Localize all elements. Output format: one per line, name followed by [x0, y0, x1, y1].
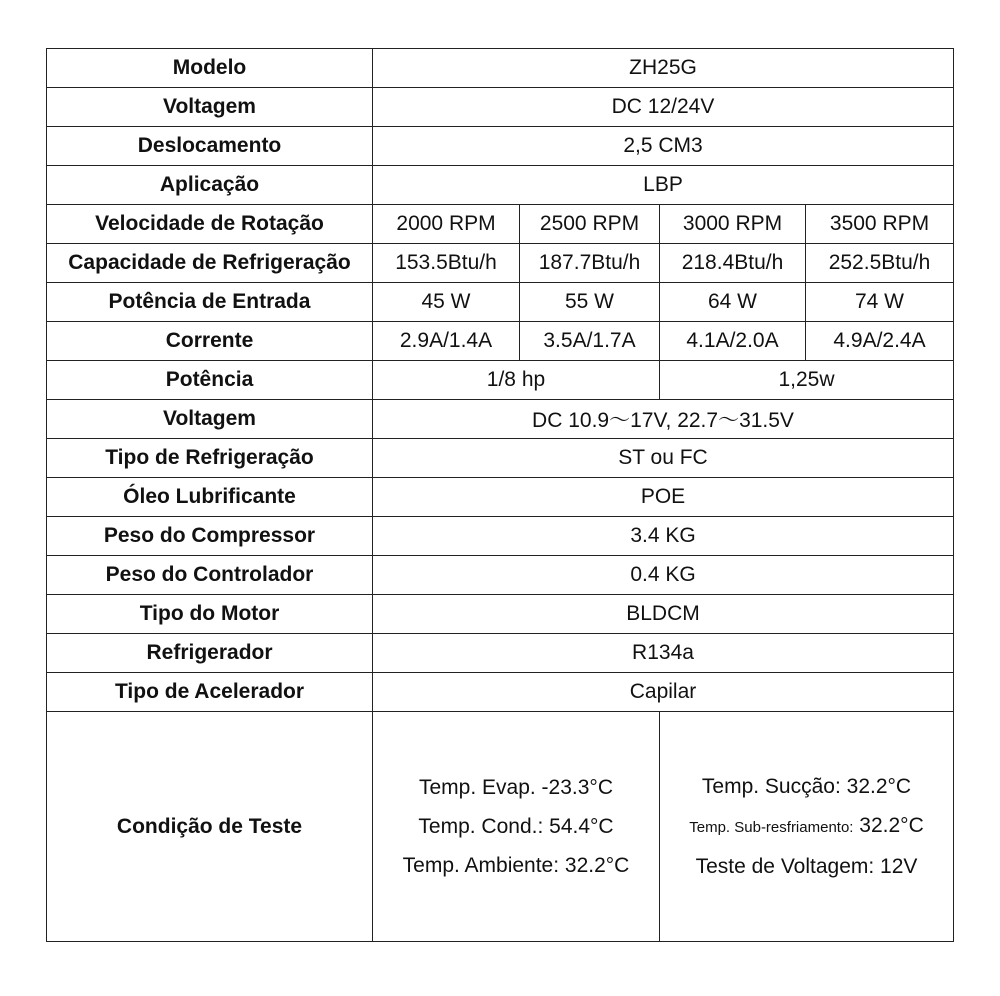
value-tipo-motor: BLDCM: [373, 595, 954, 634]
row-tipo-refrigeracao: [47, 439, 954, 478]
condicao-right-line-2-value: 32.2°C: [853, 814, 924, 837]
label-capacidade: Capacidade de Refrigeração: [47, 244, 373, 283]
condicao-right-line-2-prefix: Temp. Sub-resfriamento:: [689, 819, 854, 836]
value-potencia-entrada-4: 74 W: [806, 283, 954, 322]
value-capacidade-4: 252.5Btu/h: [806, 244, 954, 283]
value-modelo: ZH25G: [373, 49, 954, 88]
row-peso-compressor: [47, 517, 954, 556]
row-capacidade: [47, 244, 954, 283]
value-corrente-4: 4.9A/2.4A: [806, 322, 954, 361]
condicao-right-cell: [660, 712, 954, 942]
label-peso-controlador: Peso do Controlador: [47, 556, 373, 595]
value-velocidade-3: 3000 RPM: [660, 205, 806, 244]
row-peso-controlador: [47, 556, 954, 595]
value-aplicacao: LBP: [373, 166, 954, 205]
value-corrente-1: 2.9A/1.4A: [373, 322, 520, 361]
value-deslocamento: 2,5 CM3: [373, 127, 954, 166]
condicao-left-cell: [373, 712, 660, 942]
row-modelo: [47, 49, 954, 88]
label-refrigerador: Refrigerador: [47, 634, 373, 673]
value-tipo-refrigeracao: ST ou FC: [373, 439, 954, 478]
row-potencia-entrada: [47, 283, 954, 322]
value-capacidade-1: 153.5Btu/h: [373, 244, 520, 283]
value-corrente-2: 3.5A/1.7A: [520, 322, 660, 361]
condicao-right-line-2: [660, 806, 953, 847]
value-peso-compressor: 3.4 KG: [373, 517, 954, 556]
value-potencia-entrada-3: 64 W: [660, 283, 806, 322]
row-aplicacao: [47, 166, 954, 205]
label-oleo: Óleo Lubrificante: [47, 478, 373, 517]
value-corrente-3: 4.1A/2.0A: [660, 322, 806, 361]
condicao-left-line-3: Temp. Ambiente: 32.2°C: [402, 854, 630, 877]
value-potencia-entrada-2: 55 W: [520, 283, 660, 322]
condicao-left-lines: [373, 768, 659, 885]
value-potencia-1: 1/8 hp: [373, 361, 660, 400]
value-velocidade-2: 2500 RPM: [520, 205, 660, 244]
value-capacidade-3: 218.4Btu/h: [660, 244, 806, 283]
label-voltagem: Voltagem: [47, 88, 373, 127]
row-acelerador: [47, 673, 954, 712]
label-aplicacao: Aplicação: [47, 166, 373, 205]
row-tipo-motor: [47, 595, 954, 634]
condicao-right-line-1: Temp. Sucção: 32.2°C: [701, 775, 912, 798]
label-velocidade: Velocidade de Rotação: [47, 205, 373, 244]
row-refrigerador: [47, 634, 954, 673]
value-voltagem: DC 12/24V: [373, 88, 954, 127]
row-condicao-teste: [47, 712, 954, 942]
row-voltagem: [47, 88, 954, 127]
row-deslocamento: [47, 127, 954, 166]
row-corrente: [47, 322, 954, 361]
value-peso-controlador: 0.4 KG: [373, 556, 954, 595]
label-tipo-motor: Tipo do Motor: [47, 595, 373, 634]
value-voltagem-faixa: DC 10.9～17V, 22.7～31.5V: [373, 400, 954, 439]
label-corrente: Corrente: [47, 322, 373, 361]
label-potencia: Potência: [47, 361, 373, 400]
label-acelerador: Tipo de Acelerador: [47, 673, 373, 712]
value-acelerador: Capilar: [373, 673, 954, 712]
row-potencia: [47, 361, 954, 400]
value-refrigerador: R134a: [373, 634, 954, 673]
condicao-left-line-2: Temp. Cond.: 54.4°C: [418, 815, 614, 838]
value-potencia-2: 1,25w: [660, 361, 954, 400]
label-tipo-refrigeracao: Tipo de Refrigeração: [47, 439, 373, 478]
value-potencia-entrada-1: 45 W: [373, 283, 520, 322]
condicao-right-lines: [660, 767, 953, 886]
row-velocidade: [47, 205, 954, 244]
row-voltagem-faixa: [47, 400, 954, 439]
row-oleo: [47, 478, 954, 517]
condicao-right-line-3: Teste de Voltagem: 12V: [695, 855, 918, 878]
value-velocidade-4: 3500 RPM: [806, 205, 954, 244]
value-velocidade-1: 2000 RPM: [373, 205, 520, 244]
label-potencia-entrada: Potência de Entrada: [47, 283, 373, 322]
condicao-left-line-1: Temp. Evap. -23.3°C: [419, 776, 613, 799]
value-capacidade-2: 187.7Btu/h: [520, 244, 660, 283]
label-voltagem-faixa: Voltagem: [47, 400, 373, 439]
value-oleo: POE: [373, 478, 954, 517]
label-peso-compressor: Peso do Compressor: [47, 517, 373, 556]
label-modelo: Modelo: [47, 49, 373, 88]
spec-table: [46, 48, 954, 942]
label-condicao-teste: Condição de Teste: [47, 712, 373, 942]
label-deslocamento: Deslocamento: [47, 127, 373, 166]
